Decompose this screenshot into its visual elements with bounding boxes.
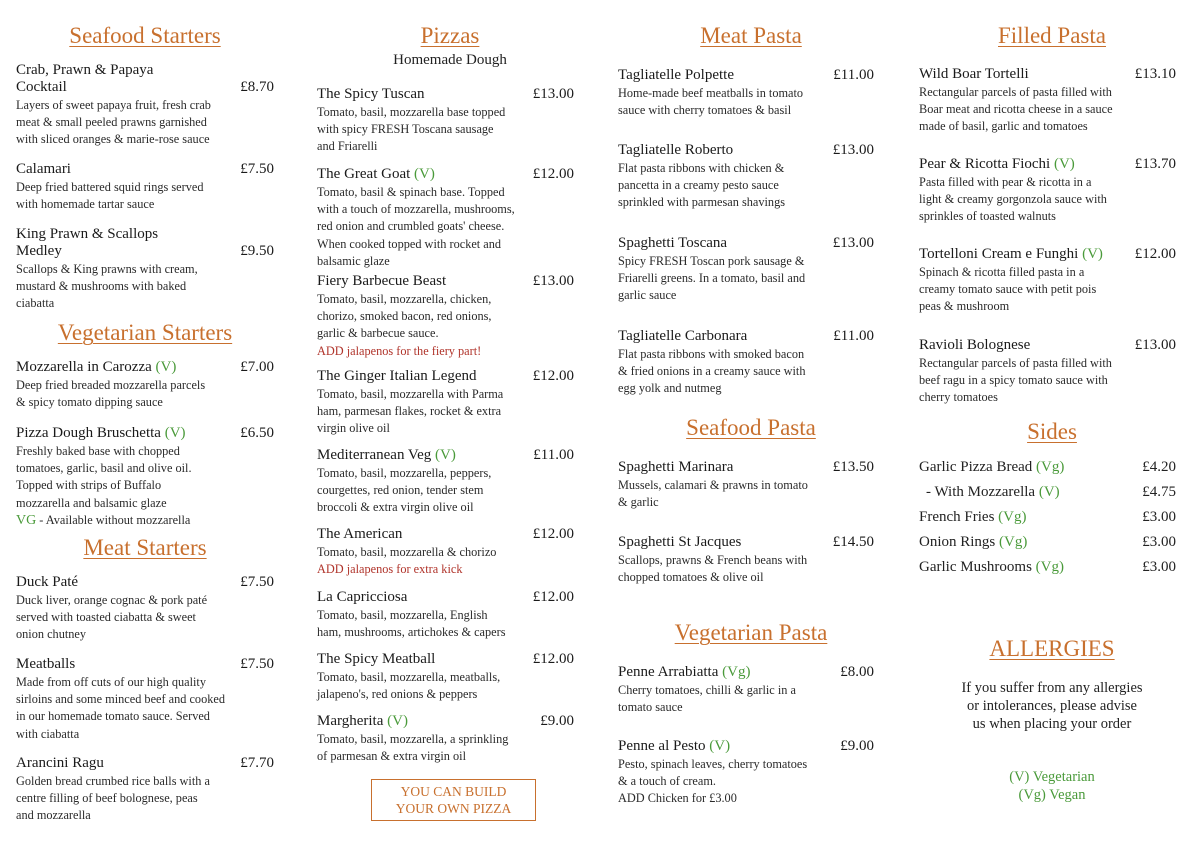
item-price: £7.50 [240,656,274,672]
vegan-tag: VG [16,512,37,528]
list-item [919,509,1176,526]
item-name: Calamari [16,161,71,177]
item-price: £8.70 [240,79,274,95]
vegan-tag: (Vg) [722,664,751,680]
item-price: £13.00 [832,142,874,158]
item-price: £13.70 [1134,156,1176,172]
item-name: Tagliatelle Polpette [618,67,734,83]
menu-item [317,651,574,703]
item-description: Spinach & ricotta filled pasta in a creamy tomato sauce with petit pois peas & mushroom [919,265,1097,314]
item-name: Tagliatelle Carbonara [618,328,748,344]
side-price: £3.00 [1142,509,1176,525]
item-name: Duck Paté [16,574,79,590]
item-price: £12.00 [532,166,574,182]
item-name: La Capricciosa [317,589,408,605]
item-description: Tomato, basil, mozzarella, chicken, chorizo, smoked bacon, red onions, garlic & barbecue sauce. ADD jalapenos for the fiery part! [317,291,574,360]
item-name: Fiery Barbecue Beast [317,273,447,289]
jalapeno-note: ADD jalapenos for extra kick [317,562,463,577]
vegetarian-pasta-heading: Vegetarian Pasta [674,620,828,645]
item-name: Mediterranean Veg [317,447,432,463]
item-price: £13.00 [1134,337,1176,353]
item-price: £12.00 [532,589,574,605]
menu-item [317,368,574,438]
side-name: Garlic Mushrooms [919,559,1032,575]
item-price: £7.50 [240,161,274,177]
vegetarian-tag: (V) [164,425,186,441]
menu-item [16,755,274,825]
pizzas-heading: Pizzas [420,23,480,48]
item-name: Ravioli Bolognese [919,337,1031,353]
item-description: Mussels, calamari & prawns in tomato & garlic [618,478,808,510]
item-name: Penne Arrabiatta [618,664,719,680]
item-description: Scallops, prawns & French beans with chopped tomatoes & olive oil [618,553,808,585]
item-description: Tomato, basil, mozzarella with Parma ham, parmesan flakes, rocket & extra virgin olive oil [317,387,504,436]
vegan-tag: (Vg) [1035,559,1064,575]
item-price: £8.00 [840,664,874,680]
allergies-heading: ALLERGIES [989,636,1115,661]
menu-item [317,166,574,270]
item-price: £12.00 [532,368,574,384]
item-name-line2: Cocktail [16,79,67,95]
item-name: Tagliatelle Roberto [618,142,734,158]
item-description: Tomato, basil, mozzarella, peppers, courgettes, red onion, tender stem broccoli & extra virgin olive oil [317,466,492,515]
menu-item [618,142,874,212]
item-name: Spaghetti Marinara [618,459,734,475]
menu-item [16,574,274,644]
menu-item [919,246,1176,316]
sides-list [919,459,1176,576]
item-price: £14.50 [832,534,874,550]
menu-item [16,425,274,529]
item-price: £13.00 [832,235,874,251]
vegetarian-tag: (V) [1038,484,1060,500]
menu-item [317,86,574,156]
vegan-tag: (Vg) [999,534,1028,550]
allergies-notice: If you suffer from any allergies or intolerances, please advise us when placing your order [961,680,1143,732]
item-price: £6.50 [240,425,274,441]
item-price: £9.00 [540,713,574,729]
menu-item [317,526,574,578]
item-name: Pear & Ricotta Fiochi [919,156,1051,172]
menu-item [618,534,874,586]
item-description: Deep fried battered squid rings served with homemade tartar sauce [16,180,204,212]
item-description: Cherry tomatoes, chilli & garlic in a tomato sauce [618,683,796,715]
item-description: Tomato, basil, mozzarella, English ham, mushrooms, artichokes & capers [317,608,506,640]
side-name: Onion Rings [919,534,996,550]
side-price: £4.20 [1142,459,1176,475]
vegan-tag: (Vg) [1036,459,1065,475]
item-name: Wild Boar Tortelli [919,66,1029,82]
item-name: Arancini Ragu [16,755,104,771]
menu-item [16,226,274,313]
item-description: Made from off cuts of our high quality sirloins and some minced beef and cooked in our homemade tomato sauce. Served with ciabatta [16,675,225,741]
side-name: Garlic Pizza Bread [919,459,1033,475]
item-description: Rectangular parcels of pasta filled with beef ragu in a spicy tomato sauce with cherry tomatoes [919,356,1112,405]
vegetarian-tag: (V) [435,447,456,463]
item-price: £9.50 [240,243,274,259]
item-name-line2: Medley [16,243,62,259]
item-description: Tomato, basil, mozzarella, meatballs, jalapeno's, red onions & peppers [317,670,501,702]
menu-item [919,156,1176,226]
menu-item [919,66,1176,136]
item-name: Crab, Prawn & Papaya [16,62,154,78]
menu-item [618,67,874,119]
vegetarian-starters-heading: Vegetarian Starters [57,320,233,345]
menu-item [317,589,574,641]
item-name: Pizza Dough Bruschetta [16,425,161,441]
menu-item [618,738,874,808]
build-your-own-pizza-box: YOU CAN BUILD YOUR OWN PIZZA [371,779,536,821]
list-item [919,534,1176,551]
item-name: The Great Goat [317,166,411,182]
item-name: The Spicy Meatball [317,651,436,667]
list-item [919,459,1176,476]
menu-item [618,235,874,305]
item-description: Spicy FRESH Toscan pork sausage & Friarelli greens. In a tomato, basil and garlic sauce [618,254,806,303]
item-price: £11.00 [833,67,874,83]
meat-starters-heading: Meat Starters [83,535,207,560]
item-price: £9.00 [840,738,874,754]
seafood-pasta-heading: Seafood Pasta [686,415,816,440]
item-description: Tomato, basil & spinach base. Topped with a touch of mozzarella, mushrooms, red onion and crumbled goats' cheese. When cooked topped with rocket and balsamic glaze [317,185,515,268]
item-price: £11.00 [833,328,874,344]
item-price: £7.50 [240,574,274,590]
item-name: The American [317,526,403,542]
item-description: Duck liver, orange cognac & pork paté served with toasted ciabatta & sweet onion chutney [16,593,208,642]
item-description: Flat pasta ribbons with chicken & pancetta in a creamy pesto sauce sprinkled with parmesan shavings [618,161,786,210]
vegetarian-tag: (V) [414,166,435,182]
menu-item [618,664,874,716]
menu-item [618,459,874,511]
item-price: £13.10 [1134,66,1176,82]
filled-pasta-heading: Filled Pasta [998,23,1106,48]
item-description: Home-made beef meatballs in tomato sauce with cherry tomatoes & basil [618,86,804,118]
item-description: Pesto, spinach leaves, cherry tomatoes & a touch of cream. ADD Chicken for £3.00 [618,757,808,806]
vegetarian-tag: (V) [1053,156,1075,172]
item-name: Spaghetti St Jacques [618,534,742,550]
item-price: £13.00 [532,86,574,102]
item-description: Tomato, basil, mozzarella & chorizo ADD jalapenos for extra kick [317,544,574,578]
vegetarian-tag: (V) [387,713,408,729]
seafood-starters-heading: Seafood Starters [69,23,221,48]
item-price: £7.00 [240,359,274,375]
vegetarian-tag: (V) [1082,246,1103,262]
item-description: Flat pasta ribbons with smoked bacon & fried onions in a creamy sauce with egg yolk and nutmeg [618,347,806,396]
item-description: Pasta filled with pear & ricotta in a light & creamy gorgonzola sauce with sprinkles of toasted walnuts [919,175,1107,224]
item-description: Layers of sweet papaya fruit, fresh crab meat & small peeled prawns garnished with sliced oranges & marie-rose sauce [16,98,211,147]
item-description: Tomato, basil, mozzarella, a sprinkling of parmesan & extra virgin oil [317,732,509,764]
item-name: Penne al Pesto [618,738,706,754]
item-name: Spaghetti Toscana [618,235,728,251]
item-price: £12.00 [532,651,574,667]
item-description: Tomato, basil, mozzarella base topped with spicy FRESH Toscana sausage and Friarelli [317,105,506,154]
item-name: Meatballs [16,656,76,672]
item-name: The Spicy Tuscan [317,86,425,102]
side-name: - With Mozzarella [926,484,1036,500]
menu-item [317,447,574,517]
item-price: £11.00 [533,447,574,463]
sides-heading: Sides [1027,419,1077,444]
item-name: Tortelloni Cream e Funghi [919,246,1079,262]
item-description: Deep fried breaded mozzarella parcels & spicy tomato dipping sauce [16,378,206,410]
menu-item [317,273,574,360]
menu-item [919,337,1176,407]
side-price: £3.00 [1142,559,1176,575]
side-price: £3.00 [1142,534,1176,550]
vegetarian-tag: (V) [155,359,177,375]
jalapeno-note: ADD jalapenos for the fiery part! [317,343,482,358]
menu-item [16,62,274,149]
item-description: Scallops & King prawns with cream, mustard & mushrooms with baked ciabatta [16,262,198,311]
item-price: £13.50 [832,459,874,475]
item-price: £12.00 [1134,246,1176,262]
menu-item [16,359,274,411]
menu-item [618,328,874,398]
item-description: Freshly baked base with chopped tomatoes, garlic, basil and olive oil. Topped with strips of Buffalo mozzarella and balsamic glaze VG - Available without mozzarella [16,444,192,528]
pizzas-subheading: Homemade Dough [393,52,507,68]
diet-legend: (V) Vegetarian (Vg) Vegan [1009,769,1095,803]
item-name: King Prawn & Scallops [16,226,159,242]
vegetarian-tag: (V) [709,738,731,754]
vegan-note: - Available without mozzarella [36,512,191,527]
item-description: Golden bread crumbed rice balls with a centre filling of beef bolognese, peas and mozzarella [16,774,210,823]
meat-pasta-heading: Meat Pasta [700,23,802,48]
side-name: French Fries [919,509,995,525]
item-description: Rectangular parcels of pasta filled with Boar meat and ricotta cheese in a sauce made of basil, garlic and tomatoes [919,85,1113,134]
list-item [919,484,1176,501]
item-price: £13.00 [532,273,574,289]
vegan-tag: (Vg) [998,509,1027,525]
item-name: The Ginger Italian Legend [317,368,477,384]
side-price: £4.75 [1142,484,1176,500]
item-price: £12.00 [532,526,574,542]
menu-item [16,161,274,213]
item-name: Margherita [317,713,384,729]
menu-item [317,713,574,765]
item-name: Mozzarella in Carozza [16,359,152,375]
menu-item [16,656,274,743]
list-item [919,559,1176,576]
item-price: £7.70 [240,755,274,771]
